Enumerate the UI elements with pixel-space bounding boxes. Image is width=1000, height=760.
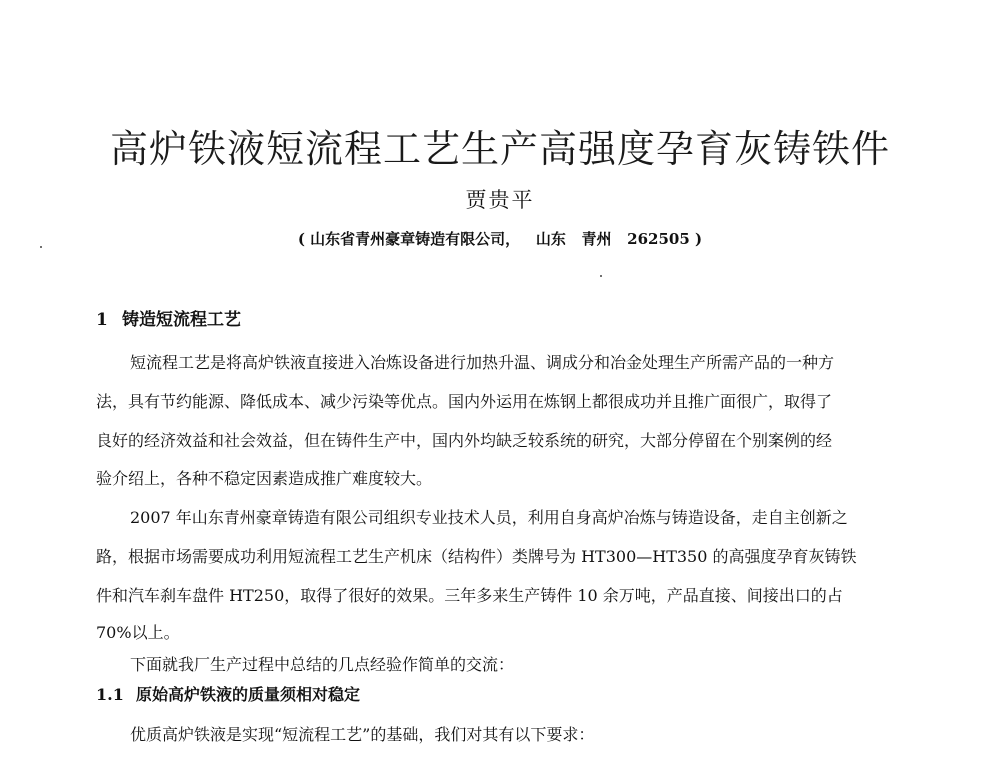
section-number: 1.1 (96, 685, 124, 704)
body-line: 下面就我厂生产过程中总结的几点经验作简单的交流： (130, 655, 515, 674)
section-title: 铸造短流程工艺 (122, 310, 241, 330)
body-line: 法，具有节约能源、降低成本、减少污染等优点。国内外运用在炼钢上都很成功并且推广面很广，取得了 (96, 392, 833, 411)
section-heading-1-1 (96, 682, 360, 705)
paper-title: 高炉铁液短流程工艺生产高强度孕育灰铸铁件 (109, 127, 890, 171)
body-line: 路，根据市场需要成功利用短流程工艺生产机床（结构件）类牌号为 HT300—HT350 的高强度孕育灰铸铁 (96, 547, 857, 566)
body-line: 优质高炉铁液是实现“短流程工艺”的基础，我们对其有以下要求： (130, 725, 595, 744)
author-name: 贾贵平 (465, 188, 535, 212)
body-line: 验介绍上，各种不稳定因素造成推广难度较大。 (96, 469, 433, 488)
section-title: 原始高炉铁液的质量须相对稳定 (136, 685, 361, 704)
section-heading-1 (96, 305, 241, 330)
body-line: 2007 年山东青州豪章铸造有限公司组织专业技术人员，利用自身高炉冶炼与铸造设备，走自主创新之 (130, 508, 848, 527)
body-line: 短流程工艺是将高炉铁液直接进入冶炼设备进行加热升温、调成分和冶金处理生产所需产品的一种方 (130, 353, 835, 372)
scan-speck (600, 275, 602, 277)
body-line: 良好的经济效益和社会效益，但在铸件生产中，国内外均缺乏较系统的研究，大部分停留在个别案例的经 (96, 431, 833, 450)
body-line: 70%以上。 (96, 623, 180, 642)
section-number: 1 (96, 310, 108, 330)
body-line: 件和汽车刹车盘件 HT250，取得了很好的效果。三年多来生产铸件 10 余万吨，产品直接、间接出口的占 (96, 586, 843, 605)
scan-speck (40, 246, 42, 248)
author-affiliation: ( 山东省青州豪章铸造有限公司， 山东 青州 262505 ) (297, 230, 703, 248)
